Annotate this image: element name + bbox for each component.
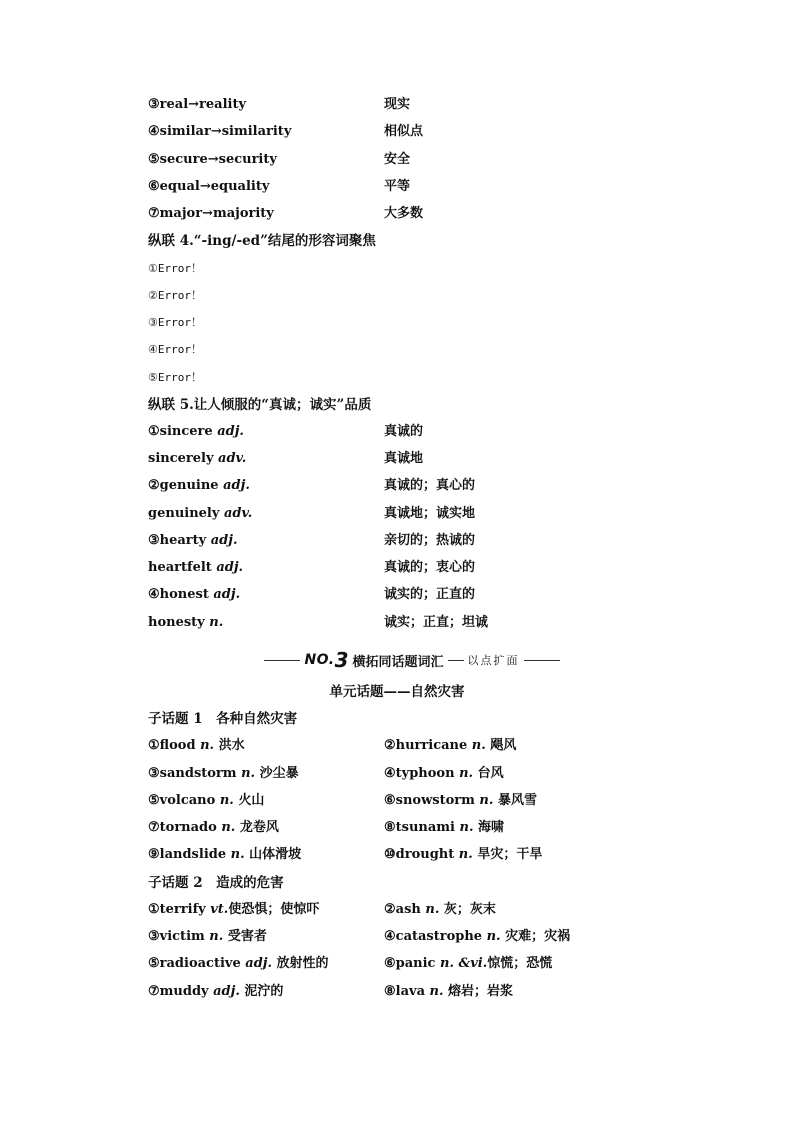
vocab-row: [148, 94, 648, 116]
vocab-word: ①sincere: [148, 424, 218, 439]
vocab-meaning: 真诚地: [384, 451, 424, 466]
vocab-meaning: 泥泞的: [244, 984, 284, 999]
vocab-meaning: 使恐惧；使惊吓: [228, 902, 320, 917]
vocab-row: [148, 475, 648, 497]
vocab-row: [148, 448, 648, 470]
vocab-row: [148, 735, 648, 757]
vocab-row: [148, 121, 648, 143]
vocab-word: ⑧tsunami: [384, 820, 460, 835]
vocab-word: honesty: [148, 615, 210, 630]
vocab-word: ⑤volcano: [148, 793, 220, 808]
vocab-row: [148, 421, 648, 443]
vocab-word: ⑤radioactive: [148, 956, 246, 971]
vocab-word: ④catastrophe: [384, 929, 487, 944]
vocab-meaning: 诚实；正直；坦诚: [384, 615, 489, 630]
vocab-meaning: 灰；灰末: [443, 902, 496, 917]
vocab-word: ③real→reality: [148, 97, 247, 112]
error-placeholder: ①Error！: [148, 262, 202, 275]
vocab-meaning: 洪水: [218, 738, 245, 753]
vocab-meaning: 放射性的: [276, 956, 329, 971]
part-of-speech: n.: [459, 766, 474, 781]
vocab-meaning: 沙尘暴: [259, 766, 299, 781]
vocab-word: ②genuine: [148, 478, 224, 493]
vocab-row: [148, 203, 648, 225]
vocab-word: ②hurricane: [384, 738, 472, 753]
vocab-word: ⑨landslide: [148, 847, 231, 862]
banner-rule-mid: [448, 660, 464, 661]
vocab-word: ⑧lava: [384, 984, 430, 999]
vocab-meaning: 暴风雪: [497, 793, 537, 808]
error-placeholder: ④Error！: [148, 343, 202, 356]
vocab-word: ⑥equal→equality: [148, 179, 270, 194]
vocab-meaning: 真诚地；诚实地: [384, 506, 476, 521]
subtopic-heading: 子话题 1 各种自然灾害: [148, 711, 298, 727]
banner-subtitle: 以点扩面: [467, 654, 520, 667]
vocab-word: ⑦tornado: [148, 820, 222, 835]
vocab-meaning: 大多数: [384, 206, 424, 221]
part-of-speech: n.: [209, 615, 224, 630]
part-of-speech: n.: [200, 738, 215, 753]
vocab-word: ②ash: [384, 902, 426, 917]
part-of-speech: vt.: [210, 902, 229, 917]
vocab-meaning: 真诚的: [384, 424, 424, 439]
part-of-speech: n.: [425, 902, 440, 917]
vocab-meaning: 灾难；灾祸: [505, 929, 571, 944]
part-of-speech: adj.: [223, 478, 250, 493]
vocab-word: ③victim: [148, 929, 210, 944]
vocab-row: [148, 612, 648, 634]
vocab-meaning: 熔岩；岩浆: [448, 984, 514, 999]
section-heading: 纵联 4.“-ing/-ed”结尾的形容词聚焦: [148, 233, 376, 249]
vocab-word: sincerely: [148, 451, 219, 466]
vocab-meaning: 诚实的；正直的: [384, 587, 476, 602]
part-of-speech: n.: [479, 793, 494, 808]
vocab-row: [148, 981, 648, 1003]
vocab-word: genuinely: [148, 506, 224, 521]
part-of-speech: n.: [458, 847, 473, 862]
vocab-meaning: 亲切的；热诚的: [384, 533, 476, 548]
part-of-speech: n.: [459, 820, 474, 835]
vocab-meaning: 真诚的；真心的: [384, 478, 476, 493]
part-of-speech: n.: [230, 847, 245, 862]
vocab-meaning: 台风: [477, 766, 504, 781]
part-of-speech: n.: [429, 984, 444, 999]
unit-topic-title: 单元话题——自然灾害: [329, 684, 465, 700]
vocab-meaning: 飓风: [490, 738, 517, 753]
vocab-meaning: 惊慌；恐慌: [487, 956, 553, 971]
part-of-speech: adj.: [217, 424, 244, 439]
vocab-row: [148, 557, 648, 579]
part-of-speech: n.: [209, 929, 224, 944]
part-of-speech: adv.: [223, 506, 253, 521]
part-of-speech: n. &vi.: [440, 956, 488, 971]
vocab-row: [148, 790, 648, 812]
vocab-meaning: 海啸: [478, 820, 505, 835]
vocab-row: [148, 926, 648, 948]
vocab-row: [148, 763, 648, 785]
section-heading: 纵联 5.让人倾服的“真诚；诚实”品质: [148, 397, 372, 413]
part-of-speech: n.: [221, 820, 236, 835]
part-of-speech: adj.: [213, 984, 240, 999]
banner-no: NO.: [304, 652, 335, 668]
vocab-meaning: 现实: [384, 97, 411, 112]
vocab-word: ⑥panic: [384, 956, 440, 971]
vocab-meaning: 旱灾；干旱: [477, 847, 543, 862]
vocab-word: ③sandstorm: [148, 766, 242, 781]
vocab-row: [148, 817, 648, 839]
vocab-row: [148, 899, 648, 921]
vocab-row: [148, 176, 648, 198]
part-of-speech: adj.: [213, 587, 241, 602]
vocab-row: [148, 844, 648, 866]
vocab-meaning: 受害者: [227, 929, 267, 944]
vocab-word: ①terrify: [148, 902, 211, 917]
vocab-row: [148, 584, 648, 606]
vocab-meaning: 火山: [238, 793, 265, 808]
vocab-meaning: 平等: [384, 179, 411, 194]
vocab-meaning: 相似点: [384, 124, 424, 139]
vocab-row: [148, 149, 648, 171]
part-of-speech: adj.: [210, 533, 238, 548]
error-placeholder: ③Error！: [148, 316, 202, 329]
vocab-meaning: 山体滑坡: [249, 847, 302, 862]
vocab-word: ⑦muddy: [148, 984, 214, 999]
part-of-speech: n.: [219, 793, 234, 808]
part-of-speech: n.: [471, 738, 486, 753]
part-of-speech: adv.: [218, 451, 247, 466]
vocab-word: ③hearty: [148, 533, 211, 548]
vocab-word: ⑦major→majority: [148, 206, 274, 221]
vocab-word: ①flood: [148, 738, 201, 753]
vocab-word: ④typhoon: [384, 766, 460, 781]
banner-rule-right: [524, 660, 560, 661]
banner-rule-left: [264, 660, 300, 661]
vocab-meaning: 安全: [384, 152, 411, 167]
vocab-word: ⑥snowstorm: [384, 793, 480, 808]
vocab-word: ④similar→similarity: [148, 124, 292, 139]
vocab-word: ⑤secure→security: [148, 152, 277, 167]
vocab-row: [148, 530, 648, 552]
vocab-meaning: 真诚的；衷心的: [384, 560, 476, 575]
vocab-row: [148, 503, 648, 525]
error-placeholder: ②Error！: [148, 289, 202, 302]
vocab-word: ⑩drought: [384, 847, 459, 862]
part-of-speech: adj.: [245, 956, 273, 971]
part-of-speech: adj.: [216, 560, 244, 575]
vocab-row: [148, 953, 648, 975]
section-banner: [254, 648, 570, 672]
error-placeholder: ⑤Error！: [148, 371, 202, 384]
subtopic-heading: 子话题 2 造成的危害: [148, 875, 284, 891]
part-of-speech: n.: [241, 766, 256, 781]
vocab-word: heartfelt: [148, 560, 217, 575]
banner-number: 3: [334, 648, 349, 672]
vocab-word: ④honest: [148, 587, 214, 602]
vocab-meaning: 龙卷风: [239, 820, 279, 835]
banner-title: 横拓同话题词汇: [352, 654, 444, 670]
part-of-speech: n.: [486, 929, 501, 944]
